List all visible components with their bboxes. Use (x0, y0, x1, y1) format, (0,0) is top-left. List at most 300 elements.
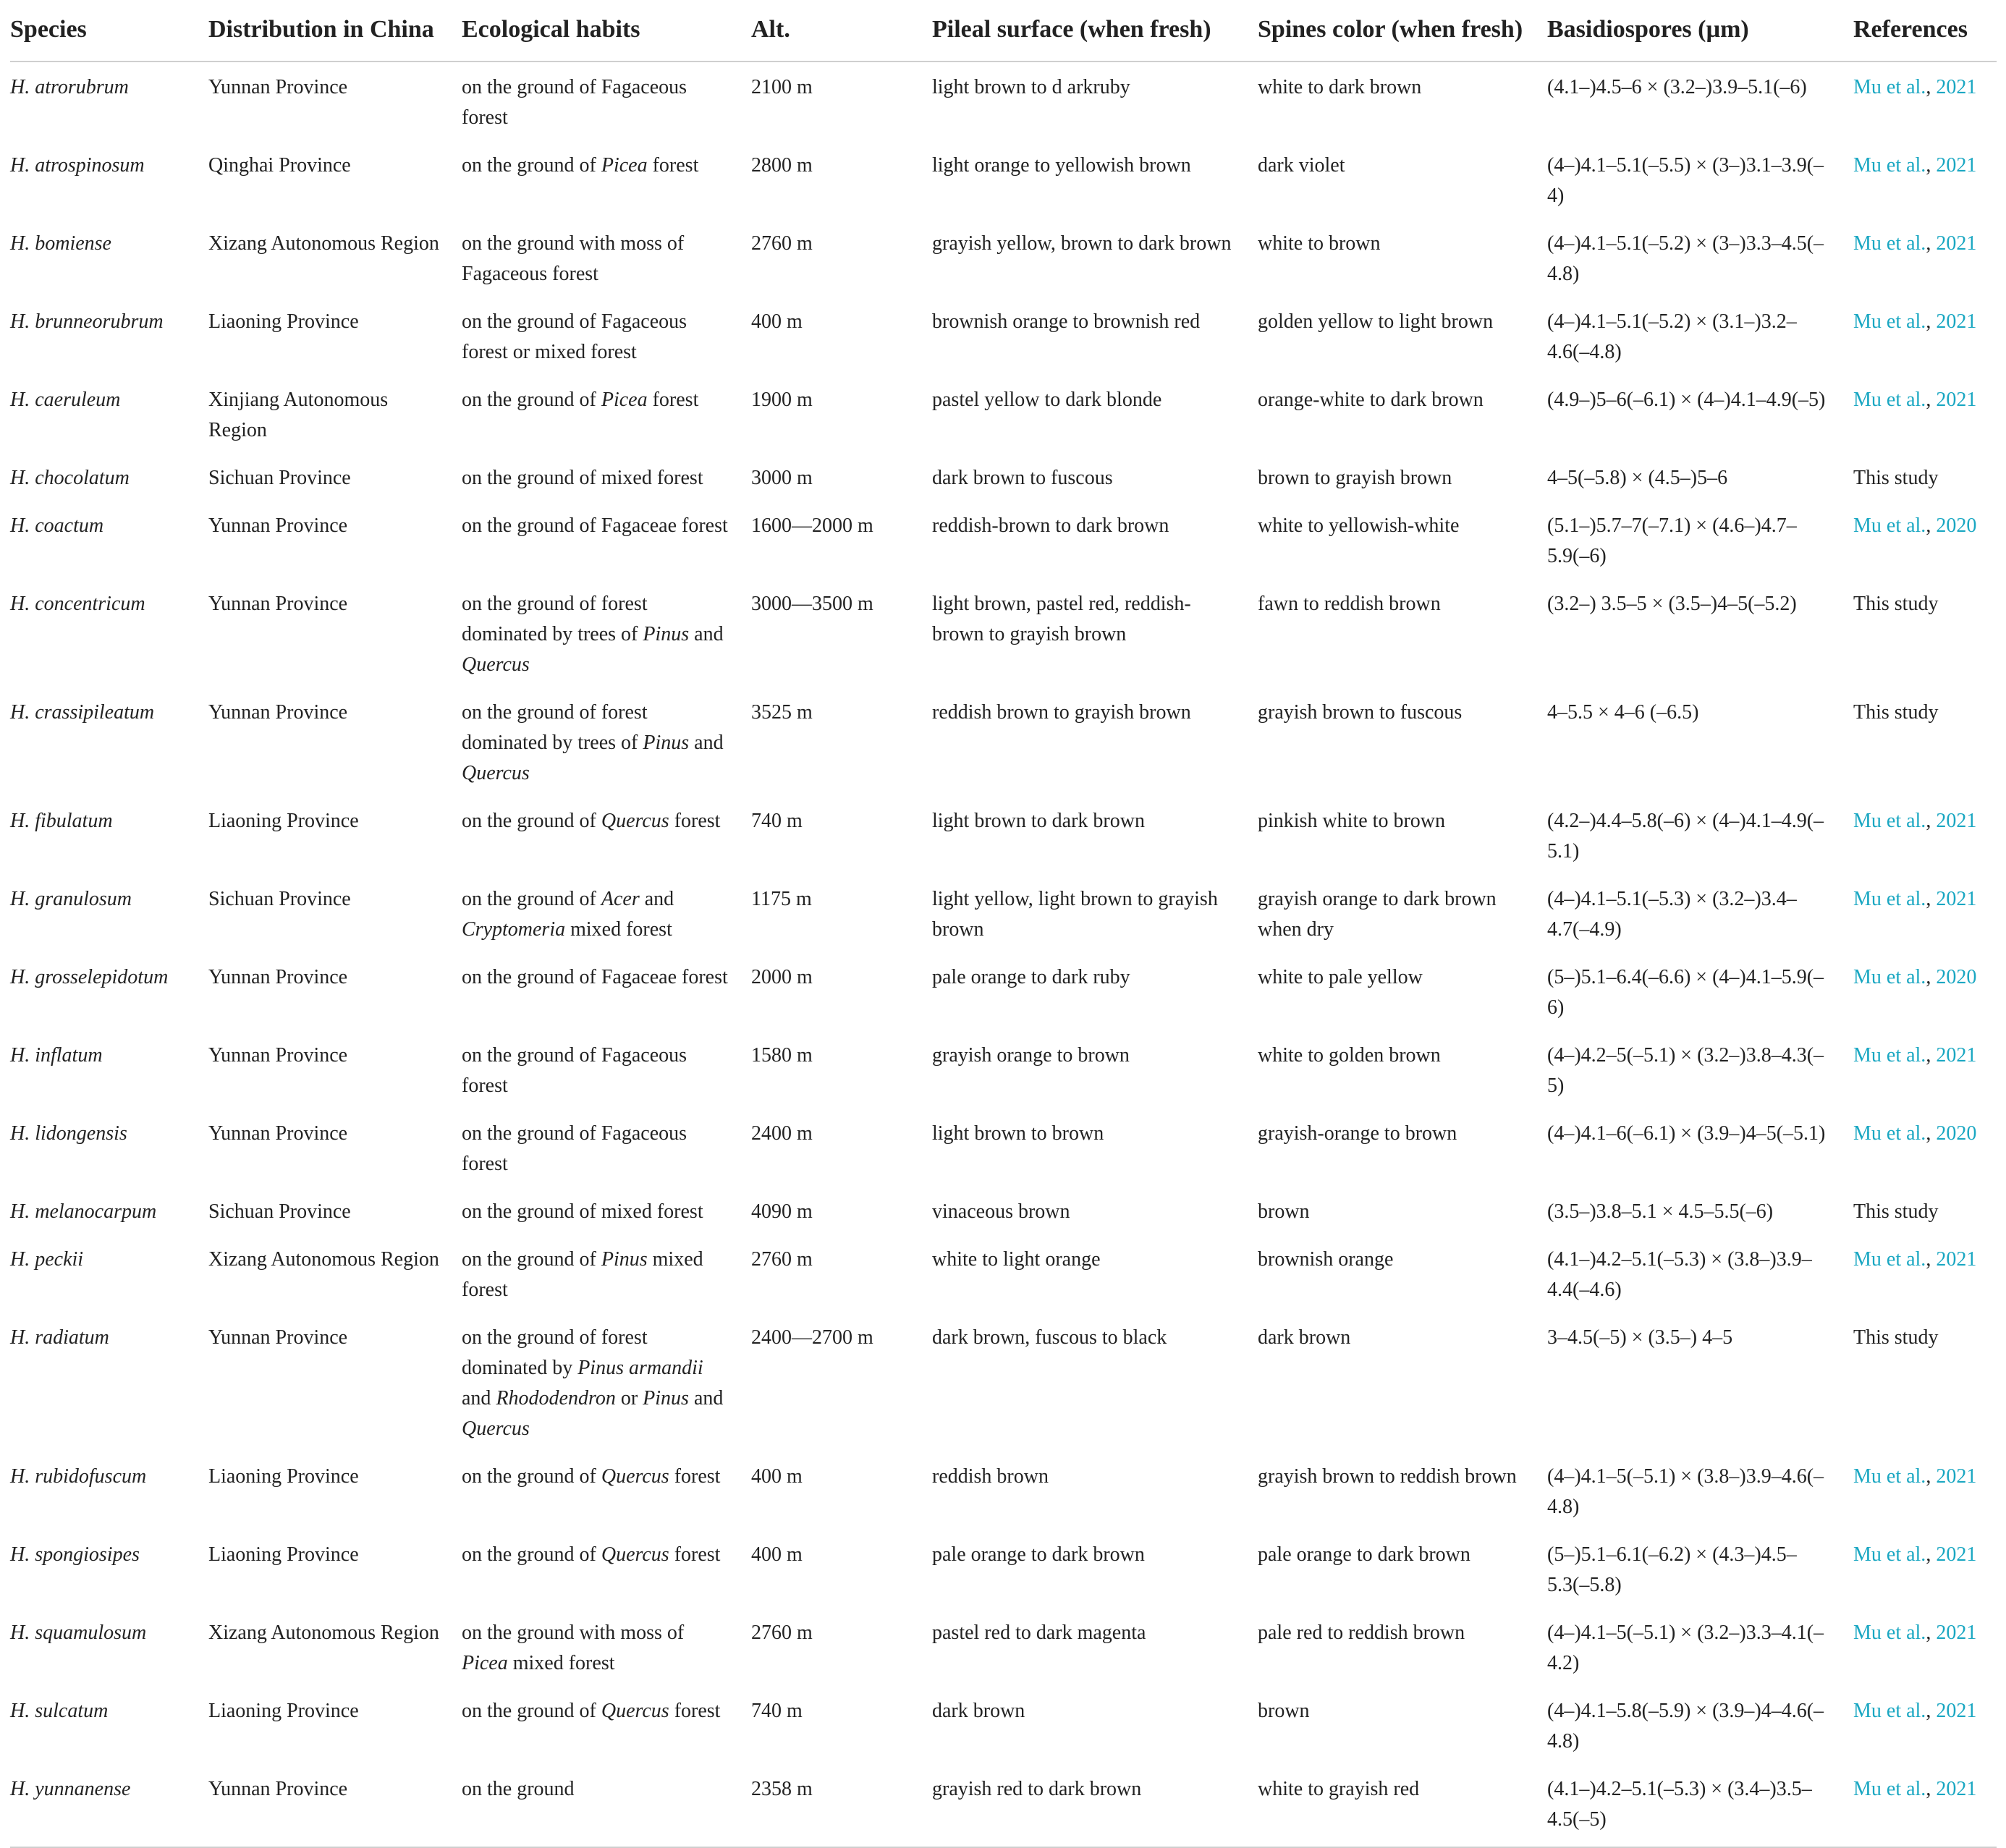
reference-link-year[interactable]: 2021 (1936, 810, 1977, 832)
cell-reference (1853, 219, 1997, 297)
cell-species (10, 1187, 208, 1234)
cell-species (10, 1313, 208, 1451)
reference-link-author[interactable]: Mu et al. (1853, 1465, 1926, 1488)
cell-distribution: Yunnan Province (208, 514, 348, 537)
cell-spines-color: pale orange to dark brown (1258, 1543, 1470, 1566)
cell-altitude: 2800 m (751, 154, 813, 177)
reference-separator: , (1926, 514, 1937, 537)
cell-spines-color: white to grayish red (1258, 1764, 1547, 1847)
cell-pileal-surface: dark brown (932, 1700, 1025, 1722)
cell-altitude: 3000 m (751, 467, 813, 489)
cell-pileal-surface: reddish brown (932, 1465, 1049, 1488)
habit-text: and (639, 888, 674, 910)
cell-spines-color: pale red to reddish brown (1258, 1622, 1465, 1644)
species-name: H. squamulosum (10, 1622, 147, 1644)
header-species: Species (10, 10, 208, 62)
cell-basidiospores: (4.1–)4.5–6 × (3.2–)3.9–5.1(–6) (1547, 76, 1807, 98)
cell-distribution: Yunnan Province (208, 1326, 348, 1349)
cell-ecological-habits (462, 219, 751, 297)
table-row (10, 1530, 1997, 1608)
cell-pileal-surface: brownish orange to brownish red (932, 310, 1201, 333)
cell-basidiospores: (5–)5.1–6.1(–6.2) × (4.3–)4.5–5.3(–5.8) (1547, 1543, 1797, 1596)
cell-altitude: 2400—2700 m (751, 1326, 873, 1349)
cell-spines-color: brown (1258, 1700, 1310, 1722)
cell-pileal-surface: pastel yellow to dark blonde (932, 389, 1162, 411)
reference-link-author[interactable]: Mu et al. (1853, 1778, 1926, 1800)
reference-separator: , (1926, 1700, 1937, 1722)
cell-reference (1853, 1109, 1997, 1187)
table-row (10, 1451, 1997, 1530)
taxon-name: Picea (601, 154, 648, 177)
header-ecological-habits: Ecological habits (462, 10, 751, 62)
cell-basidiospores: (4–)4.1–5.1(–5.3) × (3.2–)3.4–4.7(–4.9) (1547, 888, 1797, 941)
header-altitude: Alt. (751, 10, 932, 62)
cell-pileal-surface: dark brown to fuscous (932, 467, 1113, 489)
reference-link-author[interactable]: Mu et al. (1853, 232, 1926, 255)
cell-species (10, 501, 208, 579)
cell-ecological-habits (462, 1451, 751, 1530)
table-row (10, 1109, 1997, 1187)
cell-altitude: 2000 m (751, 966, 813, 988)
cell-ecological-habits (462, 796, 751, 874)
habit-text: on the ground of Fagaceous forest (462, 1122, 687, 1175)
reference-link-year[interactable]: 2020 (1936, 514, 1977, 537)
habit-text: on the ground with moss of (462, 1622, 685, 1644)
habit-text: and (689, 732, 724, 754)
cell-reference (1853, 375, 1997, 453)
cell-ecological-habits (462, 1764, 751, 1847)
cell-basidiospores: (5.1–)5.7–7(–7.1) × (4.6–)4.7–5.9(–6) (1547, 514, 1797, 567)
reference-link-year[interactable]: 2021 (1936, 389, 1977, 411)
cell-spines-color: fawn to reddish brown (1258, 593, 1441, 615)
cell-basidiospores: (3.5–)3.8–5.1 × 4.5–5.5(–6) (1547, 1200, 1774, 1223)
cell-basidiospores: 4–5(–5.8) × (4.5–)5–6 (1547, 467, 1728, 489)
reference-separator: , (1926, 1543, 1937, 1566)
cell-species (10, 297, 208, 375)
table-row (10, 453, 1997, 501)
cell-distribution: Yunnan Province (208, 701, 348, 724)
cell-altitude: 1600—2000 m (751, 514, 873, 537)
cell-distribution: Xinjiang Autonomous Region (208, 389, 389, 441)
table-row (10, 1686, 1997, 1764)
cell-basidiospores: (4.1–)4.2–5.1(–5.3) × (3.4–)3.5–4.5(–5) (1547, 1764, 1853, 1847)
reference-link-author[interactable]: Mu et al. (1853, 389, 1926, 411)
cell-basidiospores: (4.1–)4.2–5.1(–5.3) × (3.8–)3.9–4.4(–4.6) (1547, 1248, 1812, 1301)
habit-text: on the ground of (462, 1248, 601, 1271)
cell-distribution: Xizang Autonomous Region (208, 232, 439, 255)
cell-distribution: Yunnan Province (208, 1122, 348, 1145)
cell-spines-color: golden yellow to light brown (1258, 310, 1494, 333)
cell-basidiospores: (4.2–)4.4–5.8(–6) × (4–)4.1–4.9(–5.1) (1547, 810, 1824, 862)
reference-link-year[interactable]: 2020 (1936, 1122, 1977, 1145)
species-name: H. spongiosipes (10, 1543, 140, 1566)
habit-text: on the ground of Fagaceous forest or mixed forest (462, 310, 687, 363)
header-row (10, 10, 1997, 62)
cell-basidiospores: (3.2–) 3.5–5 × (3.5–)4–5(–5.2) (1547, 593, 1797, 615)
cell-altitude: 2358 m (751, 1764, 932, 1847)
cell-ecological-habits (462, 687, 751, 796)
cell-distribution: Liaoning Province (208, 1700, 359, 1722)
cell-ecological-habits (462, 375, 751, 453)
taxon-name: Pinus (643, 732, 690, 754)
cell-basidiospores: (4–)4.1–5(–5.1) × (3.8–)3.9–4.6(–4.8) (1547, 1465, 1824, 1518)
species-name: H. crassipileatum (10, 701, 155, 724)
reference-text: This study (1853, 593, 1939, 615)
reference-link-year[interactable]: 2020 (1936, 966, 1977, 988)
reference-link-author[interactable]: Mu et al. (1853, 1248, 1926, 1271)
header-basidiospores: Basidiospores (µm) (1547, 10, 1853, 62)
habit-text: or (615, 1387, 643, 1410)
cell-ecological-habits (462, 1686, 751, 1764)
reference-link-author[interactable]: Mu et al. (1853, 966, 1926, 988)
reference-link-author[interactable]: Mu et al. (1853, 1122, 1926, 1145)
reference-separator: , (1926, 232, 1937, 255)
taxon-name: Quercus (462, 653, 530, 676)
cell-distribution: Yunnan Province (208, 1764, 462, 1847)
reference-separator: , (1926, 76, 1937, 98)
taxon-name: Quercus (462, 762, 530, 784)
table-row (10, 1234, 1997, 1313)
reference-link-year[interactable]: 2021 (1936, 1778, 1977, 1800)
cell-altitude: 3000—3500 m (751, 593, 873, 615)
cell-spines-color: brown (1258, 1200, 1310, 1223)
reference-link-author[interactable]: Mu et al. (1853, 1044, 1926, 1067)
habit-text: and (462, 1387, 496, 1410)
cell-ecological-habits (462, 62, 751, 140)
cell-altitude: 2760 m (751, 232, 813, 255)
cell-reference (1853, 1608, 1997, 1686)
cell-species (10, 1608, 208, 1686)
reference-link-author[interactable]: Mu et al. (1853, 76, 1926, 98)
table-row (10, 687, 1997, 796)
species-name: H. fibulatum (10, 810, 113, 832)
reference-separator: , (1926, 1044, 1937, 1067)
cell-distribution: Yunnan Province (208, 593, 348, 615)
reference-link-author[interactable]: Mu et al. (1853, 154, 1926, 177)
table-row (10, 62, 1997, 140)
reference-text: This study (1853, 467, 1939, 489)
cell-spines-color: grayish brown to fuscous (1258, 701, 1463, 724)
reference-text: This study (1853, 701, 1939, 724)
taxon-name: Quercus (601, 1543, 669, 1566)
cell-distribution: Yunnan Province (208, 1044, 348, 1067)
cell-species (10, 375, 208, 453)
cell-ecological-habits (462, 1109, 751, 1187)
habit-text: forest (647, 389, 699, 411)
reference-link-author[interactable]: Mu et al. (1853, 1622, 1926, 1644)
cell-species (10, 1030, 208, 1109)
cell-pileal-surface: light yellow, light brown to grayish brown (932, 888, 1218, 941)
taxon-name: Quercus (462, 1417, 530, 1440)
cell-pileal-surface: grayish orange to brown (932, 1044, 1130, 1067)
species-name: H. lidongensis (10, 1122, 127, 1145)
cell-pileal-surface: reddish brown to grayish brown (932, 701, 1191, 724)
table-row (10, 501, 1997, 579)
habit-text: and (688, 1387, 724, 1410)
table-row (10, 952, 1997, 1030)
cell-distribution: Sichuan Province (208, 888, 351, 910)
table-row (10, 1608, 1997, 1686)
cell-basidiospores: (4–)4.1–5.1(–5.2) × (3.1–)3.2–4.6(–4.8) (1547, 310, 1797, 363)
cell-reference (1853, 62, 1997, 140)
habit-text: on the ground of forest dominated by (462, 1326, 648, 1379)
cell-distribution: Yunnan Province (208, 966, 348, 988)
species-name: H. yunnanense (10, 1778, 131, 1800)
reference-separator: , (1926, 966, 1937, 988)
cell-species (10, 1234, 208, 1313)
reference-link-year[interactable]: 2021 (1936, 1543, 1977, 1566)
habit-text: on the ground of (462, 389, 601, 411)
reference-link-year[interactable]: 2021 (1936, 1044, 1977, 1067)
habit-text: on the ground of Fagaceae forest (462, 966, 728, 988)
cell-ecological-habits (462, 297, 751, 375)
species-name: H. sulcatum (10, 1700, 109, 1722)
species-name: H. granulosum (10, 888, 132, 910)
cell-basidiospores: (4–)4.1–5.8(–5.9) × (3.9–)4–4.6(–4.8) (1547, 1700, 1824, 1752)
cell-reference (1853, 874, 1997, 952)
reference-link-year[interactable]: 2021 (1936, 1248, 1977, 1271)
species-name: H. melanocarpum (10, 1200, 157, 1223)
cell-reference (1853, 687, 1997, 796)
habit-text: on the ground of forest dominated by trees of (462, 701, 648, 754)
reference-link-year[interactable]: 2021 (1936, 1622, 1977, 1644)
habit-text: on the ground of mixed forest (462, 467, 703, 489)
cell-altitude: 740 m (751, 1700, 803, 1722)
cell-altitude: 2100 m (751, 76, 813, 98)
table-row (10, 1313, 1997, 1451)
cell-altitude: 740 m (751, 810, 803, 832)
habit-text: on the ground of (462, 1700, 601, 1722)
reference-link-author[interactable]: Mu et al. (1853, 810, 1926, 832)
cell-altitude: 2760 m (751, 1622, 813, 1644)
habit-text: on the ground with moss of Fagaceous forest (462, 232, 685, 285)
cell-altitude: 2760 m (751, 1248, 813, 1271)
species-name: H. rubidofuscum (10, 1465, 147, 1488)
cell-species (10, 687, 208, 796)
taxon-name: Pinus armandii (577, 1357, 703, 1379)
reference-link-author[interactable]: Mu et al. (1853, 310, 1926, 333)
cell-pileal-surface: vinaceous brown (932, 1200, 1070, 1223)
cell-altitude: 400 m (751, 1543, 803, 1566)
reference-link-author[interactable]: Mu et al. (1853, 888, 1926, 910)
cell-basidiospores: (4–)4.2–5(–5.1) × (3.2–)3.8–4.3(–5) (1547, 1044, 1824, 1097)
table-row (10, 1764, 1997, 1847)
cell-species (10, 1109, 208, 1187)
reference-separator: , (1926, 154, 1937, 177)
reference-separator: , (1926, 310, 1937, 333)
reference-separator: , (1926, 810, 1937, 832)
cell-ecological-habits (462, 579, 751, 687)
cell-reference (1853, 453, 1997, 501)
cell-ecological-habits (462, 1530, 751, 1608)
cell-altitude: 4090 m (751, 1200, 813, 1223)
species-name: H. inflatum (10, 1044, 103, 1067)
reference-link-author[interactable]: Mu et al. (1853, 514, 1926, 537)
habit-text: mixed forest (507, 1652, 615, 1674)
reference-link-year[interactable]: 2021 (1936, 1700, 1977, 1722)
species-name: H. grosselepidotum (10, 966, 169, 988)
table-row (10, 297, 1997, 375)
cell-species (10, 1451, 208, 1530)
cell-reference (1853, 1530, 1997, 1608)
reference-link-year[interactable]: 2021 (1936, 1465, 1977, 1488)
habit-text: and (689, 623, 724, 645)
header-distribution: Distribution in China (208, 10, 462, 62)
table-body (10, 62, 1997, 1847)
taxon-name: Acer (601, 888, 640, 910)
species-name: H. concentricum (10, 593, 145, 615)
cell-pileal-surface: light orange to yellowish brown (932, 154, 1191, 177)
cell-altitude: 400 m (751, 310, 803, 333)
taxon-name: Pinus (643, 623, 690, 645)
cell-pileal-surface: grayish yellow, brown to dark brown (932, 232, 1232, 255)
cell-basidiospores: (4–)4.1–5.1(–5.5) × (3–)3.1–3.9(–4) (1547, 154, 1824, 207)
cell-spines-color: orange-white to dark brown (1258, 389, 1484, 411)
taxon-name: Cryptomeria (462, 918, 566, 941)
taxon-name: Picea (601, 389, 648, 411)
cell-ecological-habits (462, 1234, 751, 1313)
cell-pileal-surface: pale orange to dark ruby (932, 966, 1130, 988)
cell-spines-color: white to pale yellow (1258, 966, 1423, 988)
cell-ecological-habits (462, 501, 751, 579)
table-row (10, 796, 1997, 874)
cell-reference (1853, 1313, 1997, 1451)
reference-link-year[interactable]: 2021 (1936, 76, 1977, 98)
cell-spines-color: brownish orange (1258, 1248, 1394, 1271)
cell-pileal-surface: reddish-brown to dark brown (932, 514, 1169, 537)
cell-distribution: Qinghai Province (208, 154, 351, 177)
cell-spines-color: grayish-orange to brown (1258, 1122, 1457, 1145)
species-name: H. caeruleum (10, 389, 121, 411)
cell-pileal-surface: light brown to dark brown (932, 810, 1145, 832)
cell-distribution: Liaoning Province (208, 1465, 359, 1488)
species-name: H. atrospinosum (10, 154, 145, 177)
habit-text: on the ground of (462, 154, 601, 177)
reference-text: This study (1853, 1200, 1939, 1223)
cell-spines-color: grayish orange to dark brown when dry (1258, 888, 1497, 941)
cell-altitude: 2400 m (751, 1122, 813, 1145)
taxon-name: Quercus (601, 1465, 669, 1488)
header-pileal-surface: Pileal surface (when fresh) (932, 10, 1258, 62)
cell-basidiospores: 4–5.5 × 4–6 (–6.5) (1547, 701, 1699, 724)
cell-species (10, 579, 208, 687)
cell-species (10, 140, 208, 219)
habit-text: on the ground of Fagaceae forest (462, 514, 728, 537)
cell-reference (1853, 297, 1997, 375)
habit-text: on the ground of mixed forest (462, 1200, 703, 1223)
reference-link-year[interactable]: 2021 (1936, 310, 1977, 333)
habit-text: forest (669, 1700, 721, 1722)
cell-basidiospores: (5–)5.1–6.4(–6.6) × (4–)4.1–5.9(–6) (1547, 966, 1824, 1019)
habit-text: on the ground of (462, 888, 601, 910)
taxon-name: Pinus (643, 1387, 689, 1410)
cell-distribution: Sichuan Province (208, 1200, 351, 1223)
habit-text: forest (647, 154, 699, 177)
cell-spines-color: white to golden brown (1258, 1044, 1441, 1067)
habit-text: forest (669, 1543, 721, 1566)
cell-pileal-surface: dark brown, fuscous to black (932, 1326, 1167, 1349)
cell-pileal-surface: pale orange to dark brown (932, 1543, 1145, 1566)
cell-reference (1853, 501, 1997, 579)
cell-reference (1853, 952, 1997, 1030)
cell-pileal-surface: light brown to brown (932, 1122, 1104, 1145)
cell-ecological-habits (462, 1187, 751, 1234)
cell-species (10, 219, 208, 297)
reference-link-author[interactable]: Mu et al. (1853, 1700, 1926, 1722)
cell-reference (1853, 579, 1997, 687)
species-name: H. peckii (10, 1248, 84, 1271)
reference-separator: , (1926, 1465, 1937, 1488)
reference-link-year[interactable]: 2021 (1936, 232, 1977, 255)
cell-species (10, 453, 208, 501)
cell-reference (1853, 140, 1997, 219)
taxon-name: Pinus (601, 1248, 648, 1271)
species-table (10, 10, 1997, 1848)
cell-ecological-habits (462, 1030, 751, 1109)
reference-link-author[interactable]: Mu et al. (1853, 1543, 1926, 1566)
cell-pileal-surface: pastel red to dark magenta (932, 1622, 1146, 1644)
cell-basidiospores: 3–4.5(–5) × (3.5–) 4–5 (1547, 1326, 1733, 1349)
habit-text: on the ground of forest dominated by trees of (462, 593, 648, 645)
species-name: H. atrorubrum (10, 76, 129, 98)
cell-distribution: Liaoning Province (208, 810, 359, 832)
cell-altitude: 1900 m (751, 389, 813, 411)
habit-text: mixed forest (565, 918, 672, 941)
habit-text: on the ground of (462, 1465, 601, 1488)
table-row (10, 579, 1997, 687)
cell-spines-color: white to brown (1258, 232, 1381, 255)
taxon-name: Rhododendron (496, 1387, 616, 1410)
cell-ecological-habits (462, 1608, 751, 1686)
cell-reference (1853, 1764, 1997, 1847)
cell-species (10, 1530, 208, 1608)
cell-basidiospores: (4–)4.1–6(–6.1) × (3.9–)4–5(–5.1) (1547, 1122, 1826, 1145)
cell-distribution: Xizang Autonomous Region (208, 1622, 439, 1644)
cell-spines-color: pinkish white to brown (1258, 810, 1445, 832)
cell-reference (1853, 796, 1997, 874)
cell-distribution: Liaoning Province (208, 1543, 359, 1566)
habit-text: on the ground of (462, 810, 601, 832)
cell-species (10, 874, 208, 952)
cell-altitude: 3525 m (751, 701, 813, 724)
cell-altitude: 1580 m (751, 1044, 813, 1067)
cell-species (10, 952, 208, 1030)
reference-text: This study (1853, 1326, 1939, 1349)
table-row (10, 140, 1997, 219)
species-name: H. bomiense (10, 232, 111, 255)
cell-basidiospores: (4.9–)5–6(–6.1) × (4–)4.1–4.9(–5) (1547, 389, 1826, 411)
cell-ecological-habits (462, 1313, 751, 1451)
reference-separator: , (1926, 1622, 1937, 1644)
cell-spines-color: white to yellowish-white (1258, 514, 1460, 537)
taxon-name: Picea (462, 1652, 508, 1674)
reference-separator: , (1926, 1248, 1937, 1271)
header-spines-color: Spines color (when fresh) (1258, 10, 1547, 62)
cell-reference (1853, 1686, 1997, 1764)
reference-link-year[interactable]: 2021 (1936, 154, 1977, 177)
header-references: References (1853, 10, 1997, 62)
cell-species (10, 1764, 208, 1847)
cell-pileal-surface: grayish red to dark brown (932, 1764, 1258, 1847)
reference-link-year[interactable]: 2021 (1936, 888, 1977, 910)
species-name: H. brunneorubrum (10, 310, 164, 333)
habit-text: forest (669, 1465, 721, 1488)
cell-distribution: Yunnan Province (208, 76, 348, 98)
reference-separator: , (1926, 888, 1937, 910)
table-row (10, 375, 1997, 453)
table-row (10, 1030, 1997, 1109)
cell-distribution: Xizang Autonomous Region (208, 1248, 439, 1271)
